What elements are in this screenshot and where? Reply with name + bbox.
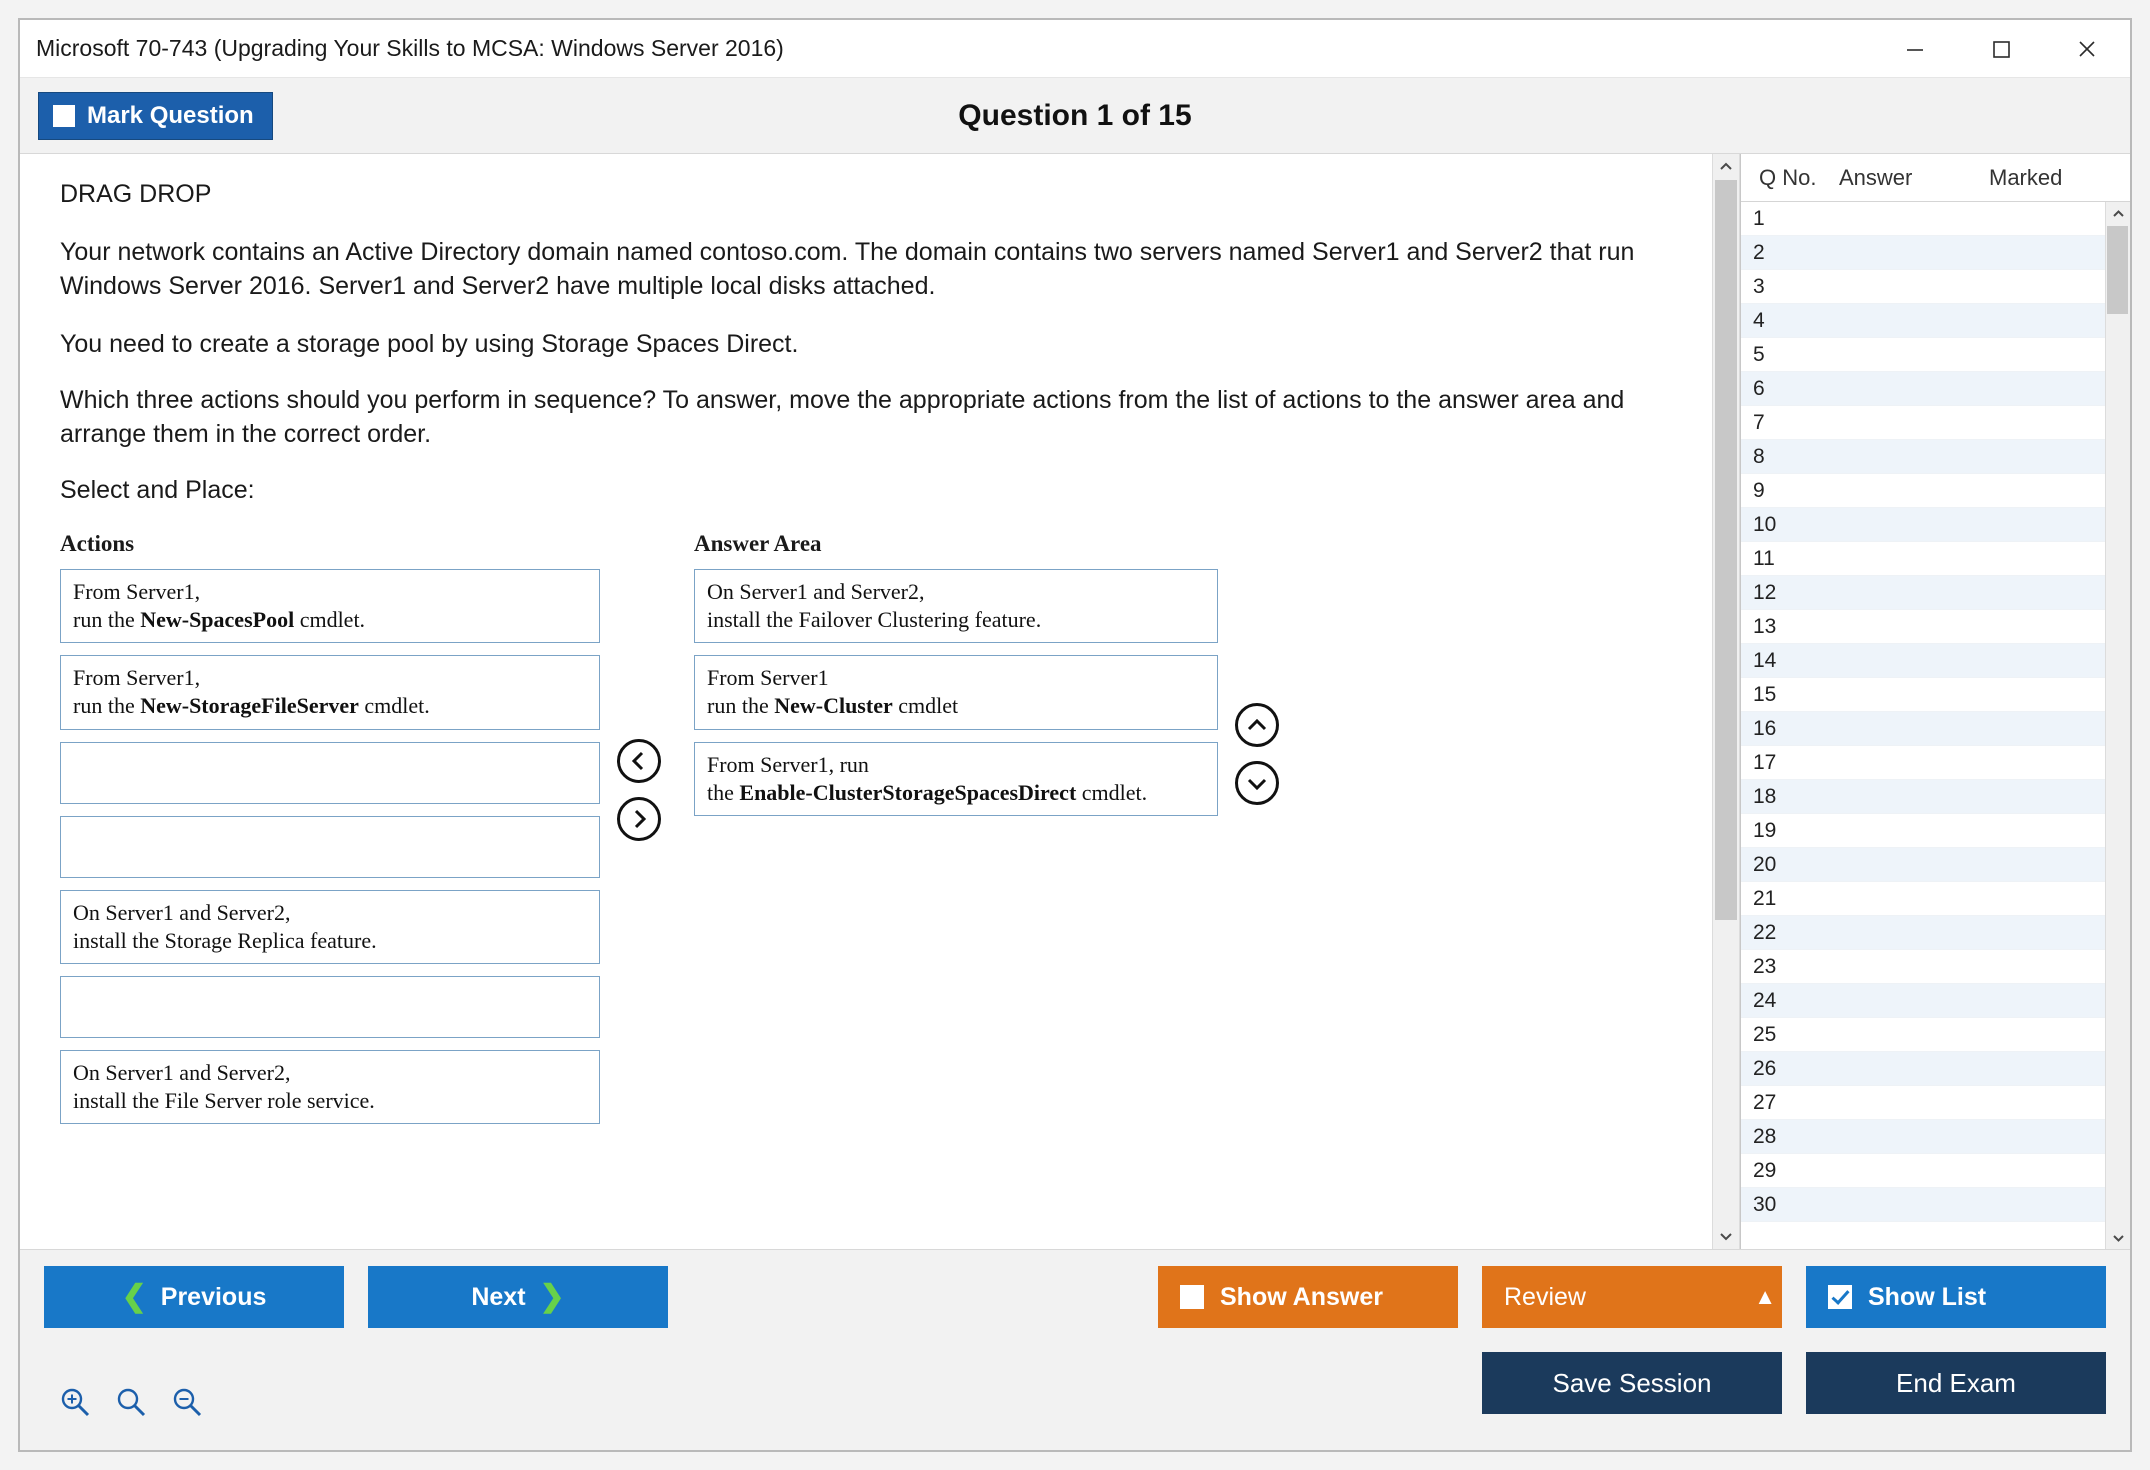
row-qno: 4	[1753, 308, 1765, 332]
show-list-checkbox[interactable]	[1828, 1285, 1852, 1309]
footer-right-group	[1158, 1266, 2106, 1328]
table-row[interactable]	[1741, 406, 2105, 440]
column-header-marked: Marked	[1989, 164, 2063, 190]
table-row[interactable]	[1741, 644, 2105, 678]
row-qno: 5	[1753, 342, 1765, 366]
row-qno: 24	[1753, 988, 1777, 1012]
action-tile-line1: From Server1,	[73, 579, 201, 604]
exam-header	[20, 78, 2130, 154]
table-row[interactable]	[1741, 1188, 2105, 1222]
review-label: Review	[1504, 1282, 1586, 1311]
chevron-up-icon: ▲	[1754, 1284, 1776, 1309]
row-qno: 25	[1753, 1022, 1777, 1046]
row-qno: 22	[1753, 920, 1777, 944]
row-qno: 29	[1753, 1158, 1777, 1182]
arrow-left-circle-icon[interactable]	[617, 739, 661, 783]
action-tile[interactable]	[60, 890, 600, 964]
action-tile-empty[interactable]	[60, 976, 600, 1038]
row-qno: 12	[1753, 580, 1777, 604]
show-answer-label: Show Answer	[1220, 1282, 1383, 1311]
answer-tile[interactable]	[694, 742, 1218, 816]
table-row[interactable]	[1741, 372, 2105, 406]
table-row[interactable]	[1741, 1018, 2105, 1052]
window-controls	[1872, 20, 2130, 77]
move-vertical-arrows	[1218, 531, 1296, 805]
table-row[interactable]	[1741, 338, 2105, 372]
table-row[interactable]	[1741, 542, 2105, 576]
save-session-button[interactable]	[1482, 1352, 1782, 1414]
question-content	[20, 154, 1712, 1249]
row-qno: 26	[1753, 1056, 1777, 1080]
table-row[interactable]	[1741, 712, 2105, 746]
row-qno: 8	[1753, 444, 1765, 468]
column-header-qno: Q No.	[1759, 164, 1817, 190]
show-list-label: Show List	[1868, 1282, 1987, 1311]
action-tile[interactable]	[60, 569, 600, 643]
row-qno: 2	[1753, 240, 1765, 264]
table-row[interactable]	[1741, 508, 2105, 542]
chevron-left-icon: ❮	[121, 1280, 147, 1313]
review-dropdown[interactable]	[1482, 1266, 1782, 1328]
answer-tile-line2: install the Failover Clustering feature.	[707, 607, 1042, 633]
row-qno: 14	[1753, 648, 1777, 672]
action-tile-empty[interactable]	[60, 742, 600, 804]
row-qno: 19	[1753, 818, 1777, 842]
list-scroll-up-icon[interactable]	[2106, 202, 2130, 226]
arrow-right-circle-icon[interactable]	[617, 797, 661, 841]
action-tile-empty[interactable]	[60, 816, 600, 878]
minimize-icon[interactable]	[1872, 20, 1958, 78]
answer-tile[interactable]	[694, 655, 1218, 729]
actions-title: Actions	[60, 531, 135, 556]
table-row[interactable]	[1741, 984, 2105, 1018]
action-tile-line2: run the New-SpacesPool cmdlet.	[73, 607, 366, 633]
table-row[interactable]	[1741, 304, 2105, 338]
answer-tile-line1: On Server1 and Server2,	[707, 579, 925, 604]
answer-column	[678, 531, 1218, 828]
content-scroll-thumb[interactable]	[1715, 180, 1737, 920]
table-row[interactable]	[1741, 610, 2105, 644]
answer-tile-line2: the Enable-ClusterStorageSpacesDirect cmdlet.	[707, 779, 1148, 805]
row-qno: 10	[1753, 512, 1777, 536]
content-scrollbar[interactable]	[1712, 154, 1740, 1249]
scroll-down-icon[interactable]	[1713, 1223, 1739, 1249]
action-tile-line2: install the File Server role service.	[73, 1088, 375, 1114]
mark-question-button[interactable]	[38, 92, 273, 140]
action-tile[interactable]	[60, 655, 600, 729]
row-qno: 9	[1753, 478, 1765, 502]
zoom-in-icon[interactable]	[58, 1385, 92, 1424]
question-list-panel	[1740, 154, 2130, 1249]
show-answer-button[interactable]	[1158, 1266, 1458, 1328]
table-row[interactable]	[1741, 916, 2105, 950]
question-type-label: DRAG DROP	[60, 180, 212, 208]
action-tile-line1: On Server1 and Server2,	[73, 899, 291, 925]
answer-tile-line1: From Server1, run	[707, 751, 869, 777]
row-qno: 30	[1753, 1192, 1777, 1216]
show-list-button[interactable]	[1806, 1266, 2106, 1328]
action-tile[interactable]	[60, 1050, 600, 1124]
row-qno: 17	[1753, 750, 1777, 774]
row-qno: 23	[1753, 954, 1777, 978]
question-paragraph-3: Which three actions should you perform in sequence? To answer, move the appropriate actions from the list of actions to the answer area and arrange them in the correct order.	[60, 386, 1625, 448]
maximize-icon[interactable]	[1958, 20, 2044, 78]
close-icon[interactable]	[2044, 20, 2130, 78]
action-tile-line2: install the Storage Replica feature.	[73, 927, 377, 953]
scroll-up-icon[interactable]	[1713, 154, 1739, 180]
next-label: Next	[471, 1282, 526, 1311]
row-qno: 21	[1753, 886, 1777, 910]
table-row[interactable]	[1741, 678, 2105, 712]
footer-row-primary	[44, 1266, 2106, 1328]
table-row[interactable]	[1741, 848, 2105, 882]
row-qno: 6	[1753, 376, 1765, 400]
end-exam-label: End Exam	[1896, 1367, 2016, 1398]
previous-button[interactable]	[44, 1266, 344, 1328]
mark-question-label: Mark Question	[87, 101, 254, 129]
table-row[interactable]	[1741, 882, 2105, 916]
table-row[interactable]	[1741, 236, 2105, 270]
exam-footer	[20, 1250, 2130, 1450]
arrow-up-circle-icon[interactable]	[1235, 703, 1279, 747]
action-tile-line1: From Server1,	[73, 665, 201, 691]
action-tile-line1: On Server1 and Server2,	[73, 1059, 291, 1085]
table-row[interactable]	[1741, 1086, 2105, 1120]
row-qno: 20	[1753, 852, 1777, 876]
select-and-place-label: Select and Place:	[60, 476, 255, 504]
question-paragraph-2: You need to create a storage pool by using Storage Spaces Direct.	[60, 330, 799, 358]
title-bar	[20, 20, 2130, 78]
column-header-answer: Answer	[1839, 164, 1913, 190]
row-qno: 11	[1753, 546, 1775, 570]
previous-label: Previous	[160, 1282, 267, 1311]
row-qno: 15	[1753, 682, 1777, 706]
exam-window	[18, 18, 2132, 1452]
table-row[interactable]	[1741, 576, 2105, 610]
window-title: Microsoft 70-743 (Upgrading Your Skills to MCSA: Windows Server 2016)	[36, 35, 784, 61]
row-qno: 13	[1753, 614, 1777, 638]
question-paragraph-1: Your network contains an Active Directory domain named contoso.com. The domain contains two servers named Server1 and Server2 that run Windows Server 2016. Server1 and Server2 have multiple local disks attached.	[60, 238, 1635, 300]
table-row[interactable]	[1741, 440, 2105, 474]
answer-tile-line2: run the New-Cluster cmdlet	[707, 693, 959, 719]
answer-area-title: Answer Area	[694, 531, 822, 556]
mark-question-checkbox[interactable]	[53, 105, 75, 127]
zoom-icon[interactable]	[114, 1385, 148, 1424]
row-qno: 7	[1753, 410, 1765, 434]
footer-row-secondary	[44, 1352, 2106, 1414]
row-qno: 27	[1753, 1090, 1777, 1114]
exam-body	[20, 154, 2130, 1250]
show-answer-checkbox[interactable]	[1180, 1285, 1204, 1309]
arrow-down-circle-icon[interactable]	[1235, 761, 1279, 805]
save-session-label: Save Session	[1552, 1367, 1712, 1398]
answer-tile[interactable]	[694, 569, 1218, 643]
question-list-scrollbar[interactable]	[2105, 202, 2130, 1249]
table-row[interactable]	[1741, 814, 2105, 848]
table-row[interactable]	[1741, 1154, 2105, 1188]
question-counter: Question 1 of 15	[958, 98, 1192, 132]
row-qno: 3	[1753, 274, 1765, 298]
next-button[interactable]	[368, 1266, 668, 1328]
list-scroll-down-icon[interactable]	[2106, 1225, 2130, 1249]
move-horizontal-arrows	[600, 531, 678, 841]
table-row[interactable]	[1741, 950, 2105, 984]
action-tile-line2: run the New-StorageFileServer cmdlet.	[73, 693, 430, 719]
row-qno: 28	[1753, 1124, 1777, 1148]
actions-column	[60, 531, 600, 1136]
end-exam-button[interactable]	[1806, 1352, 2106, 1414]
table-row[interactable]	[1741, 1052, 2105, 1086]
question-rows	[1741, 202, 2105, 1249]
row-qno: 1	[1753, 206, 1765, 230]
chevron-right-icon: ❯	[539, 1280, 565, 1313]
table-row[interactable]	[1741, 746, 2105, 780]
table-row[interactable]	[1741, 474, 2105, 508]
question-list-body	[1741, 202, 2130, 1249]
table-row[interactable]	[1741, 270, 2105, 304]
row-qno: 16	[1753, 716, 1777, 740]
question-list-header	[1741, 154, 2130, 202]
table-row[interactable]	[1741, 780, 2105, 814]
table-row[interactable]	[1741, 1120, 2105, 1154]
answer-tile-line1: From Server1	[707, 665, 829, 691]
zoom-out-icon[interactable]	[170, 1385, 204, 1424]
zoom-controls	[58, 1385, 204, 1424]
list-scroll-thumb[interactable]	[2107, 226, 2128, 314]
table-row[interactable]	[1741, 202, 2105, 236]
row-qno: 18	[1753, 784, 1777, 808]
drag-drop-area	[60, 531, 1678, 1136]
